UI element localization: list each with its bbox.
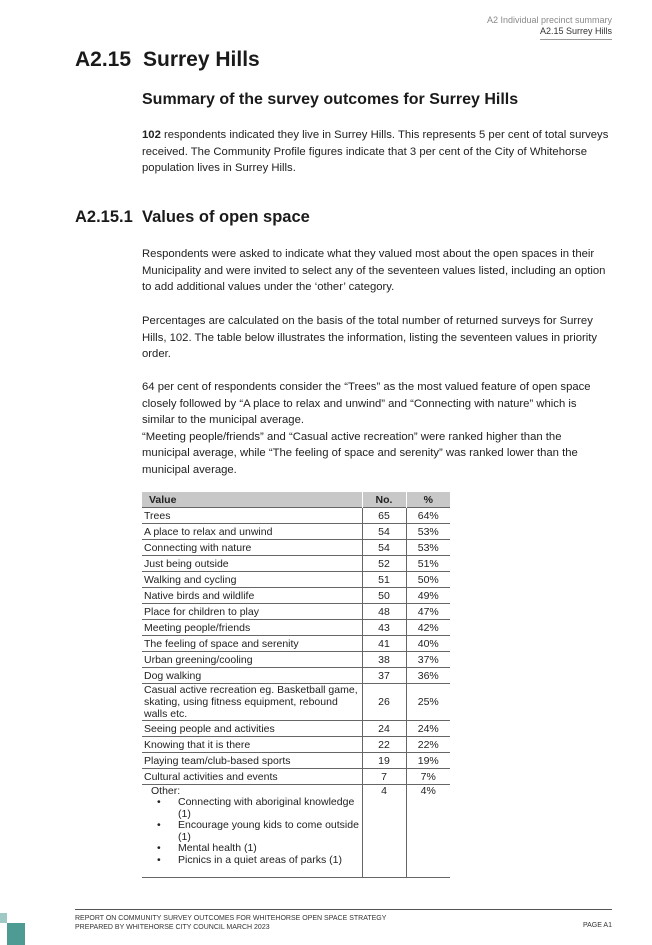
header-value: Value [142, 492, 362, 508]
count-cell: 7 [362, 769, 406, 785]
other-list [144, 797, 360, 866]
corner-decoration-light [0, 913, 7, 923]
summary-heading: Summary of the survey outcomes for Surrey Hills [142, 91, 519, 108]
value-cell: Knowing that it is there [142, 737, 362, 753]
table-body [142, 508, 450, 878]
percent-cell: 53% [406, 524, 450, 540]
table-header-row [142, 492, 450, 508]
table-row [142, 588, 450, 604]
paragraph-3b: “Meeting people/friends” and “Casual active recreation” were ranked higher than the municipal average, while “The feeling of space and serenity” was ranked lower than the municipal average. [142, 430, 578, 476]
value-cell: Casual active recreation eg. Basketball game, skating, using fitness equipment, rebound walls etc. [142, 684, 362, 721]
count-cell: 43 [362, 620, 406, 636]
table-row [142, 636, 450, 652]
table-row [142, 572, 450, 588]
percent-cell: 42% [406, 620, 450, 636]
other-pct: 4% [406, 785, 450, 878]
paragraph-3 [142, 379, 612, 478]
percent-cell: 49% [406, 588, 450, 604]
percent-cell: 64% [406, 508, 450, 524]
other-item: • Connecting with aboriginal knowledge (1) [144, 797, 360, 820]
header-pct: % [406, 492, 450, 508]
table-row [142, 540, 450, 556]
percent-cell: 24% [406, 721, 450, 737]
section-number: A2.15.1 [75, 208, 133, 226]
values-table [142, 492, 450, 878]
count-cell: 54 [362, 540, 406, 556]
percent-cell: 53% [406, 540, 450, 556]
table-row [142, 721, 450, 737]
percent-cell: 25% [406, 684, 450, 721]
count-cell: 65 [362, 508, 406, 524]
running-header-subsection: A2.15 Surrey Hills [540, 26, 612, 40]
table-row [142, 524, 450, 540]
value-cell: Place for children to play [142, 604, 362, 620]
corner-decoration-dark [7, 923, 25, 945]
value-cell: Just being outside [142, 556, 362, 572]
value-cell: Seeing people and activities [142, 721, 362, 737]
table-row [142, 737, 450, 753]
value-cell: Walking and cycling [142, 572, 362, 588]
summary-paragraph [142, 127, 612, 177]
count-cell: 26 [362, 684, 406, 721]
count-cell: 51 [362, 572, 406, 588]
value-cell: Meeting people/friends [142, 620, 362, 636]
paragraph-2: Percentages are calculated on the basis of the total number of returned surveys for Surrey Hills, 102. The table below illustrates the information, listing the seventeen values in priority order. [142, 315, 598, 360]
count-cell: 24 [362, 721, 406, 737]
value-cell: Native birds and wildlife [142, 588, 362, 604]
paragraph-1: Respondents were asked to indicate what they valued most about the open spaces in their Municipality and were invited to select any of the seventeen values listed, including an option to add additional values under the ‘other’ category. [142, 248, 606, 293]
page-title-number: A2.15 [75, 48, 132, 71]
value-cell: The feeling of space and serenity [142, 636, 362, 652]
table-row [142, 652, 450, 668]
value-cell: Cultural activities and events [142, 769, 362, 785]
count-cell: 19 [362, 753, 406, 769]
table-row [142, 556, 450, 572]
count-cell: 52 [362, 556, 406, 572]
footer-line-2: PREPARED BY WHITEHORSE CITY COUNCIL MARCH 2023 [75, 924, 270, 931]
value-cell: Connecting with nature [142, 540, 362, 556]
respondent-count: 102 [142, 129, 161, 141]
footer-divider [75, 909, 612, 910]
count-cell: 38 [362, 652, 406, 668]
count-cell: 22 [362, 737, 406, 753]
table-row [142, 668, 450, 684]
count-cell: 54 [362, 524, 406, 540]
other-item: • Picnics in a quiet areas of parks (1) [144, 855, 360, 867]
page-title [75, 48, 260, 72]
table-row [142, 753, 450, 769]
running-header [487, 15, 612, 40]
percent-cell: 40% [406, 636, 450, 652]
page-number: PAGE A1 [582, 922, 612, 929]
percent-cell: 19% [406, 753, 450, 769]
paragraph-3a: 64 per cent of respondents consider the “Trees” as the most valued feature of open space closely followed by “A place to relax and unwind” and “Connecting with nature” which is similar to the municipal average. [142, 381, 591, 426]
percent-cell: 50% [406, 572, 450, 588]
section-heading [75, 208, 310, 227]
other-no: 4 [362, 785, 406, 878]
footer-line-1: REPORT ON COMMUNITY SURVEY OUTCOMES FOR WHITEHORSE OPEN SPACE STRATEGY [75, 915, 387, 922]
page-title-text: Surrey Hills [143, 48, 260, 71]
value-cell: Dog walking [142, 668, 362, 684]
count-cell: 48 [362, 604, 406, 620]
other-label: Other: [151, 785, 181, 797]
count-cell: 37 [362, 668, 406, 684]
table-row [142, 684, 450, 721]
percent-cell: 47% [406, 604, 450, 620]
table-row-other [142, 785, 450, 878]
other-cell [142, 785, 362, 878]
table-row [142, 620, 450, 636]
footer-text [75, 914, 386, 932]
table-row [142, 769, 450, 785]
other-item: • Encourage young kids to come outside (1) [144, 820, 360, 843]
value-cell: Urban greening/cooling [142, 652, 362, 668]
percent-cell: 36% [406, 668, 450, 684]
value-cell: Trees [142, 508, 362, 524]
percent-cell: 22% [406, 737, 450, 753]
percent-cell: 7% [406, 769, 450, 785]
section-title: Values of open space [142, 208, 310, 226]
percent-cell: 37% [406, 652, 450, 668]
value-cell: A place to relax and unwind [142, 524, 362, 540]
table-row [142, 604, 450, 620]
table-row [142, 508, 450, 524]
value-cell: Playing team/club-based sports [142, 753, 362, 769]
other-item: • Mental health (1) [144, 843, 360, 855]
header-no: No. [362, 492, 406, 508]
summary-paragraph-text: respondents indicated they live in Surrey Hills. This represents 5 per cent of total surveys received. The Community Profile figures indicate that 3 per cent of the City of Whitehorse population lives in Surrey Hills. [142, 129, 609, 174]
running-header-section: A2 Individual precinct summary [486, 15, 612, 25]
count-cell: 50 [362, 588, 406, 604]
count-cell: 41 [362, 636, 406, 652]
percent-cell: 51% [406, 556, 450, 572]
